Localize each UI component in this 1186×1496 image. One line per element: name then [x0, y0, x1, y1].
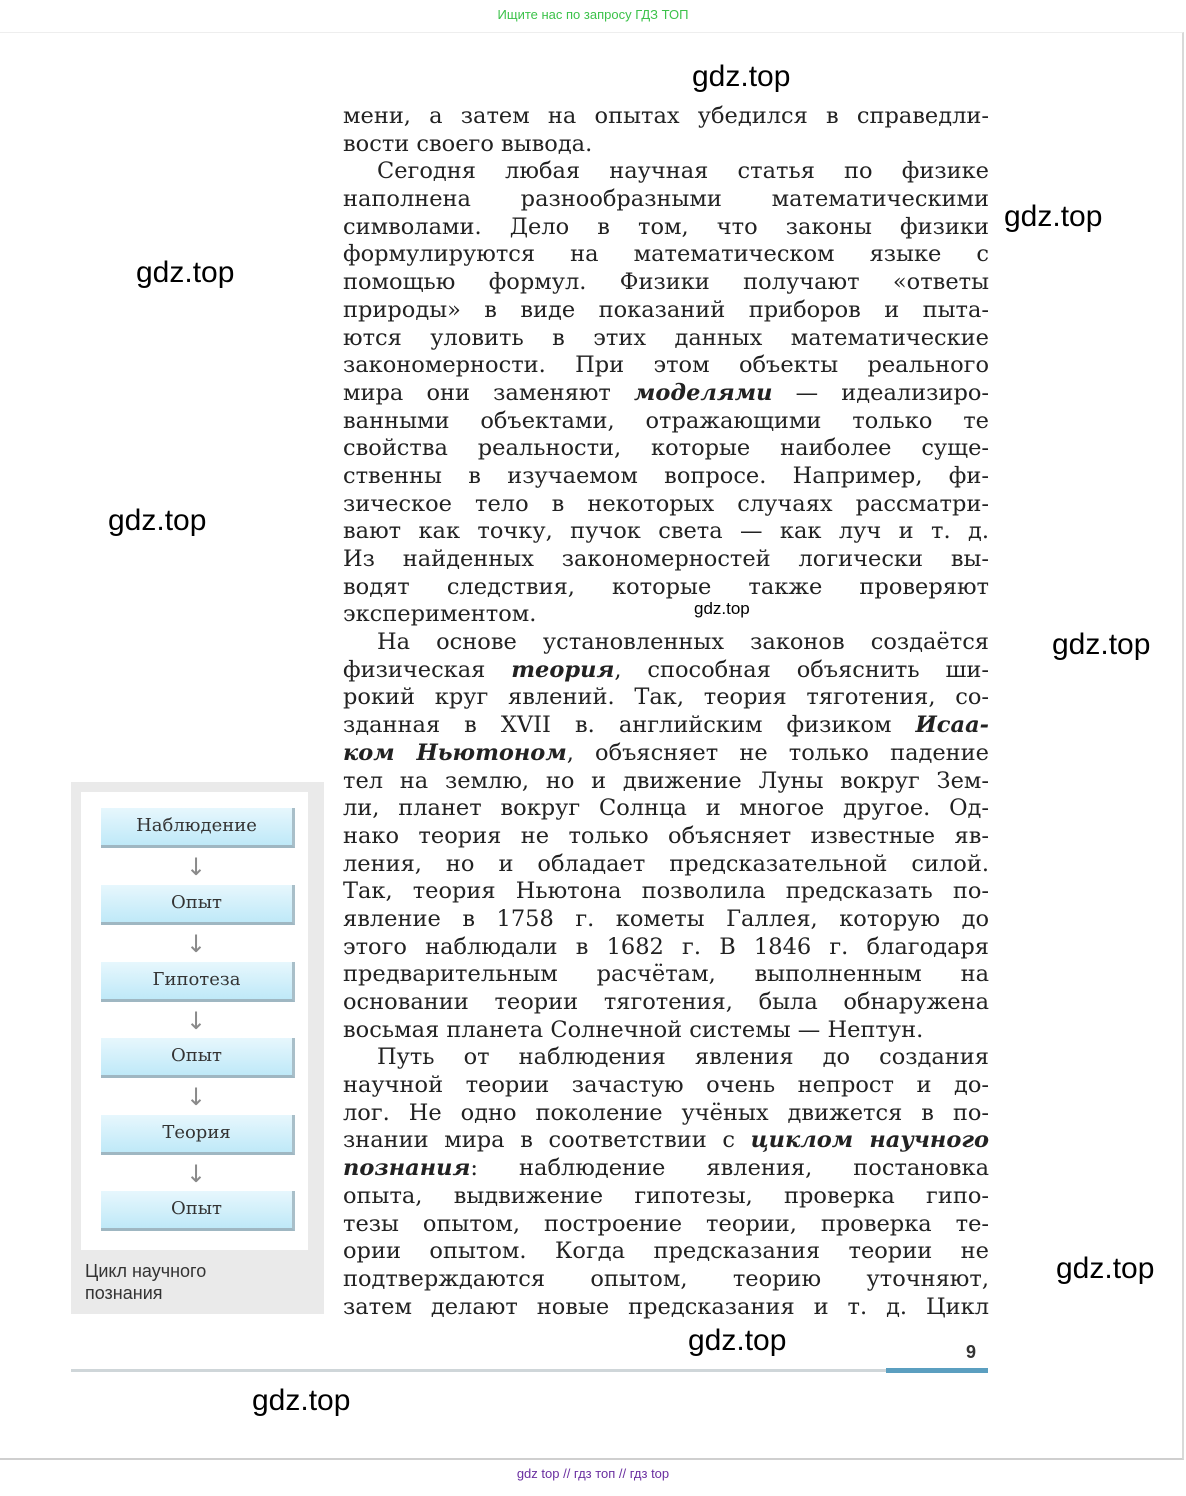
text-line: наполнена разнообразными математическими — [343, 186, 989, 213]
text-line: Из найденных закономерностей логически вы- — [343, 546, 989, 572]
text-line: вают как точку, пучок света — как луч и т. д. — [343, 518, 989, 545]
down-arrow-icon: ↓ — [186, 853, 207, 881]
text-fragment: — идеализиро- — [772, 379, 989, 406]
text-line: Так, теория Ньютона позволила предсказать по- — [343, 878, 989, 905]
text-fragment: , способная объяснить ши- — [614, 656, 989, 683]
step-experiment: Опыт — [101, 1038, 295, 1078]
text-line: рокий круг явлений. Так, теория тяготения, со- — [343, 684, 989, 711]
text-fragment: , объясняет не только падение — [566, 739, 989, 766]
watermark: gdz.top — [694, 599, 750, 618]
text-line: вости своего вывода. — [343, 130, 593, 157]
text-line — [343, 380, 989, 408]
step-experiment: Опыт — [101, 1191, 295, 1231]
term-models: моделями — [634, 379, 773, 406]
text-line: ются уловить в этих данных математические — [343, 324, 989, 351]
text-line: тел на землю, но и движение Луны вокруг Зем- — [343, 767, 989, 794]
text-fragment: мира они заменяют — [343, 379, 611, 406]
text-line: основании теории тяготения, была обнаружена — [343, 989, 989, 1015]
name-newton-part1: Исаа- — [915, 712, 990, 739]
down-arrow-icon: ↓ — [186, 930, 207, 958]
watermark: gdz.top — [692, 60, 791, 93]
text-line: нако теория не только объясняет известные яв- — [343, 822, 989, 849]
term-theory: теория — [511, 656, 615, 683]
term-cycle: циклом научного — [750, 1127, 989, 1154]
text-line: научной теории зачастую очень непрост и до- — [343, 1072, 989, 1099]
text-line: Сегодня любая научная статья по физике — [377, 158, 989, 185]
text-line — [343, 712, 989, 740]
text-line: ления, но и обладает предсказательной силой. — [343, 850, 989, 877]
text-fragment: : наблюдение явления, постановка — [470, 1155, 989, 1182]
watermark: gdz.top — [108, 504, 207, 537]
diagram-panel — [81, 792, 308, 1250]
text-line: ственны в изучаемом вопросе. Например, фи- — [343, 462, 989, 489]
text-line: природы» в виде показаний приборов и пыта- — [343, 296, 989, 323]
watermark: gdz.top — [1056, 1252, 1155, 1285]
caption-line: познания — [85, 1283, 163, 1303]
name-newton-part2: ком Ньютоном — [343, 739, 567, 766]
text-line — [343, 1127, 989, 1155]
text-line: мени, а затем на опытах убедился в справедли- — [343, 103, 989, 129]
watermark: gdz.top — [252, 1384, 351, 1417]
text-line: тезы опытом, построение теории, проверка те- — [343, 1210, 989, 1237]
text-line: формулируются на математическом языке с — [343, 241, 989, 268]
step-hypothesis: Гипотеза — [101, 962, 295, 1002]
watermark: gdz.top — [688, 1324, 787, 1357]
text-fragment: знании мира в соответствии с — [343, 1127, 735, 1154]
step-experiment: Опыт — [101, 885, 295, 925]
body-text — [343, 103, 989, 1321]
text-line: подтверждаются опытом, теорию уточняют, — [343, 1265, 989, 1292]
diagram-caption — [85, 1260, 305, 1304]
text-line: зическое тело в некоторых случаях рассматри- — [343, 490, 989, 517]
text-line: предварительным расчётам, выполненным на — [343, 961, 989, 988]
text-line: затем делают новые предсказания и т. д. Цикл — [343, 1293, 989, 1320]
down-arrow-icon: ↓ — [186, 1007, 207, 1035]
bottom-rule-accent — [886, 1368, 988, 1373]
text-line: явление в 1758 г. кометы Галлея, которую до — [343, 905, 989, 932]
down-arrow-icon: ↓ — [186, 1083, 207, 1111]
text-line: Путь от наблюдения явления до создания — [377, 1044, 989, 1071]
text-line: экспериментом. — [343, 601, 537, 628]
term-cognition: познания — [343, 1155, 471, 1182]
text-line: лог. Не одно поколение учёных движется в по- — [343, 1099, 989, 1126]
text-line: ванными объектами, отражающими только те — [343, 407, 989, 434]
cycle-diagram — [71, 782, 324, 1314]
step-observation: Наблюдение — [101, 808, 295, 848]
text-line: На основе установленных законов создаётся — [377, 629, 989, 656]
text-line: ории опытом. Когда предсказания теории не — [343, 1238, 989, 1265]
text-fragment: зданная в XVII в. английским физиком — [343, 712, 892, 739]
caption-line: Цикл научного — [85, 1261, 207, 1281]
text-line: ли, планет вокруг Солнца и многое другое. Од- — [343, 795, 989, 822]
step-theory: Теория — [101, 1115, 295, 1155]
text-line — [343, 657, 989, 685]
watermark: gdz.top — [1004, 200, 1103, 233]
text-line: водят следствия, которые также проверяют — [343, 573, 989, 600]
text-fragment: физическая — [343, 656, 486, 683]
text-line: закономерности. При этом объекты реального — [343, 352, 989, 379]
watermark: gdz.top — [136, 256, 235, 289]
bottom-rule — [71, 1369, 988, 1372]
footer-links[interactable]: gdz top // гдз топ // гдз top — [516, 1466, 670, 1481]
text-line — [343, 740, 989, 768]
watermark: gdz.top — [1052, 628, 1151, 661]
text-line: восьмая планета Солнечной системы — Нептун. — [343, 1016, 924, 1043]
text-line: этого наблюдали в 1682 г. В 1846 г. благодаря — [343, 933, 989, 960]
text-line: символами. Дело в том, что законы физики — [343, 213, 989, 240]
text-line — [343, 1155, 989, 1183]
text-line: свойства реальности, которые наиболее суще- — [343, 435, 989, 462]
page-number: 9 — [966, 1342, 977, 1362]
down-arrow-icon: ↓ — [186, 1160, 207, 1188]
text-line: помощью формул. Физики получают «ответы — [343, 269, 989, 296]
text-line: опыта, выдвижение гипотезы, проверка гипо- — [343, 1182, 989, 1209]
top-banner: Ищите нас по запросу ГДЗ ТОП — [497, 7, 689, 22]
